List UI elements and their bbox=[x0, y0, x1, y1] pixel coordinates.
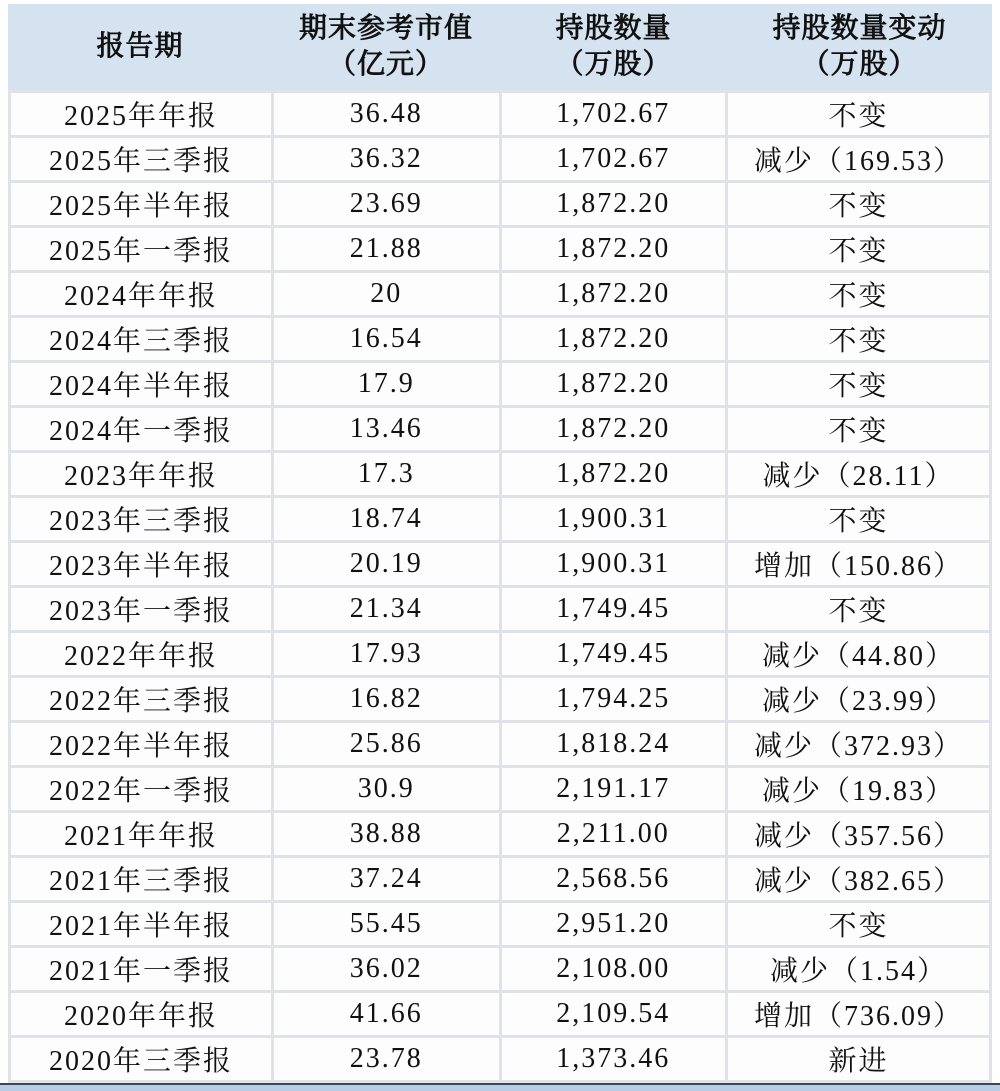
cell-share-change: 不变 bbox=[728, 363, 989, 405]
cell-shares: 2,191.17 bbox=[502, 768, 726, 810]
cell-share-change: 不变 bbox=[728, 273, 989, 315]
table-row bbox=[11, 228, 989, 270]
cell-share-change: 不变 bbox=[728, 498, 989, 540]
bottom-strip bbox=[0, 1085, 1000, 1091]
table-row bbox=[11, 138, 989, 180]
cell-share-change: 增加（150.86） bbox=[728, 543, 989, 585]
cell-shares: 1,373.46 bbox=[502, 1038, 726, 1080]
cell-shares: 1,818.24 bbox=[502, 723, 726, 765]
cell-report-period: 2024年年报 bbox=[11, 273, 271, 315]
cell-shares: 2,109.54 bbox=[502, 993, 726, 1035]
cell-report-period: 2022年一季报 bbox=[11, 768, 271, 810]
cell-report-period: 2023年三季报 bbox=[11, 498, 271, 540]
cell-share-change: 减少（169.53） bbox=[728, 138, 989, 180]
cell-shares: 1,749.45 bbox=[502, 588, 726, 630]
table-row bbox=[11, 678, 989, 720]
cell-report-period: 2022年三季报 bbox=[11, 678, 271, 720]
cell-market-value: 17.93 bbox=[274, 633, 499, 675]
cell-shares: 1,872.20 bbox=[502, 363, 726, 405]
cell-market-value: 17.3 bbox=[274, 453, 499, 495]
cell-share-change: 减少（23.99） bbox=[728, 678, 989, 720]
table-row bbox=[11, 543, 989, 585]
cell-report-period: 2023年一季报 bbox=[11, 588, 271, 630]
cell-market-value: 36.32 bbox=[274, 138, 499, 180]
cell-shares: 1,872.20 bbox=[502, 318, 726, 360]
cell-report-period: 2023年半年报 bbox=[11, 543, 271, 585]
table-row bbox=[11, 588, 989, 630]
column-header-share-change bbox=[727, 11, 992, 83]
holdings-table bbox=[8, 4, 992, 1083]
cell-report-period: 2024年一季报 bbox=[11, 408, 271, 450]
cell-report-period: 2021年年报 bbox=[11, 813, 271, 855]
cell-report-period: 2025年三季报 bbox=[11, 138, 271, 180]
column-header-label: 持股数量变动 bbox=[772, 13, 947, 44]
cell-report-period: 2021年三季报 bbox=[11, 858, 271, 900]
cell-share-change: 减少（372.93） bbox=[728, 723, 989, 765]
cell-market-value: 20.19 bbox=[274, 543, 499, 585]
column-header-unit: （万股） bbox=[555, 49, 672, 80]
cell-market-value: 16.82 bbox=[274, 678, 499, 720]
cell-report-period: 2025年年报 bbox=[11, 93, 271, 135]
table-row bbox=[11, 633, 989, 675]
column-header-label: 持股数量 bbox=[555, 13, 672, 44]
column-header-shares bbox=[500, 11, 727, 83]
cell-market-value: 41.66 bbox=[274, 993, 499, 1035]
table-row bbox=[11, 363, 989, 405]
cell-share-change: 不变 bbox=[728, 93, 989, 135]
table-header bbox=[8, 4, 992, 90]
cell-share-change: 不变 bbox=[728, 183, 989, 225]
table-row bbox=[11, 453, 989, 495]
column-header-label: 报告期 bbox=[96, 31, 184, 62]
cell-share-change: 不变 bbox=[728, 318, 989, 360]
table-row bbox=[11, 318, 989, 360]
cell-shares: 1,872.20 bbox=[502, 183, 726, 225]
cell-share-change: 不变 bbox=[728, 228, 989, 270]
table-row bbox=[11, 768, 989, 810]
cell-shares: 2,951.20 bbox=[502, 903, 726, 945]
cell-share-change: 减少（28.11） bbox=[728, 453, 989, 495]
cell-share-change: 减少（1.54） bbox=[728, 948, 989, 990]
cell-market-value: 25.86 bbox=[274, 723, 499, 765]
cell-share-change: 新进 bbox=[728, 1038, 989, 1080]
cell-share-change: 不变 bbox=[728, 408, 989, 450]
column-header-unit: （亿元） bbox=[327, 49, 444, 80]
table-row bbox=[11, 183, 989, 225]
cell-report-period: 2025年一季报 bbox=[11, 228, 271, 270]
cell-market-value: 21.88 bbox=[274, 228, 499, 270]
table-row bbox=[11, 948, 989, 990]
cell-market-value: 21.34 bbox=[274, 588, 499, 630]
column-header-label: 期末参考市值 bbox=[298, 13, 473, 44]
column-header-report-period bbox=[8, 29, 272, 65]
cell-shares: 2,108.00 bbox=[502, 948, 726, 990]
column-header-unit: （万股） bbox=[801, 49, 918, 80]
cell-report-period: 2020年三季报 bbox=[11, 1038, 271, 1080]
cell-report-period: 2023年年报 bbox=[11, 453, 271, 495]
table-row bbox=[11, 993, 989, 1035]
cell-shares: 1,702.67 bbox=[502, 138, 726, 180]
cell-share-change: 不变 bbox=[728, 588, 989, 630]
cell-market-value: 23.69 bbox=[274, 183, 499, 225]
cell-market-value: 37.24 bbox=[274, 858, 499, 900]
cell-shares: 1,900.31 bbox=[502, 498, 726, 540]
cell-shares: 2,568.56 bbox=[502, 858, 726, 900]
cell-share-change: 减少（382.65） bbox=[728, 858, 989, 900]
cell-report-period: 2021年半年报 bbox=[11, 903, 271, 945]
cell-shares: 1,900.31 bbox=[502, 543, 726, 585]
cell-report-period: 2022年年报 bbox=[11, 633, 271, 675]
cell-market-value: 55.45 bbox=[274, 903, 499, 945]
cell-market-value: 23.78 bbox=[274, 1038, 499, 1080]
cell-shares: 1,872.20 bbox=[502, 408, 726, 450]
cell-report-period: 2025年半年报 bbox=[11, 183, 271, 225]
cell-share-change: 减少（19.83） bbox=[728, 768, 989, 810]
cell-share-change: 减少（44.80） bbox=[728, 633, 989, 675]
table-row bbox=[11, 498, 989, 540]
table-row bbox=[11, 903, 989, 945]
cell-report-period: 2020年年报 bbox=[11, 993, 271, 1035]
cell-share-change: 增加（736.09） bbox=[728, 993, 989, 1035]
cell-market-value: 30.9 bbox=[274, 768, 499, 810]
cell-share-change: 不变 bbox=[728, 903, 989, 945]
cell-market-value: 36.48 bbox=[274, 93, 499, 135]
cell-market-value: 18.74 bbox=[274, 498, 499, 540]
table-row bbox=[11, 723, 989, 765]
cell-market-value: 17.9 bbox=[274, 363, 499, 405]
cell-market-value: 36.02 bbox=[274, 948, 499, 990]
table-row bbox=[11, 1038, 989, 1080]
table-row bbox=[11, 813, 989, 855]
table-body bbox=[8, 90, 992, 1083]
table-row bbox=[11, 408, 989, 450]
cell-shares: 1,872.20 bbox=[502, 273, 726, 315]
column-header-market-value bbox=[272, 11, 500, 83]
table-row bbox=[11, 858, 989, 900]
cell-market-value: 13.46 bbox=[274, 408, 499, 450]
cell-shares: 1,872.20 bbox=[502, 228, 726, 270]
cell-market-value: 20 bbox=[274, 273, 499, 315]
cell-report-period: 2022年半年报 bbox=[11, 723, 271, 765]
cell-market-value: 16.54 bbox=[274, 318, 499, 360]
cell-report-period: 2024年三季报 bbox=[11, 318, 271, 360]
table-row bbox=[11, 273, 989, 315]
cell-share-change: 减少（357.56） bbox=[728, 813, 989, 855]
cell-shares: 1,872.20 bbox=[502, 453, 726, 495]
cell-shares: 2,211.00 bbox=[502, 813, 726, 855]
cell-report-period: 2024年半年报 bbox=[11, 363, 271, 405]
table-row bbox=[11, 93, 989, 135]
cell-market-value: 38.88 bbox=[274, 813, 499, 855]
cell-shares: 1,702.67 bbox=[502, 93, 726, 135]
cell-report-period: 2021年一季报 bbox=[11, 948, 271, 990]
cell-shares: 1,749.45 bbox=[502, 633, 726, 675]
cell-shares: 1,794.25 bbox=[502, 678, 726, 720]
